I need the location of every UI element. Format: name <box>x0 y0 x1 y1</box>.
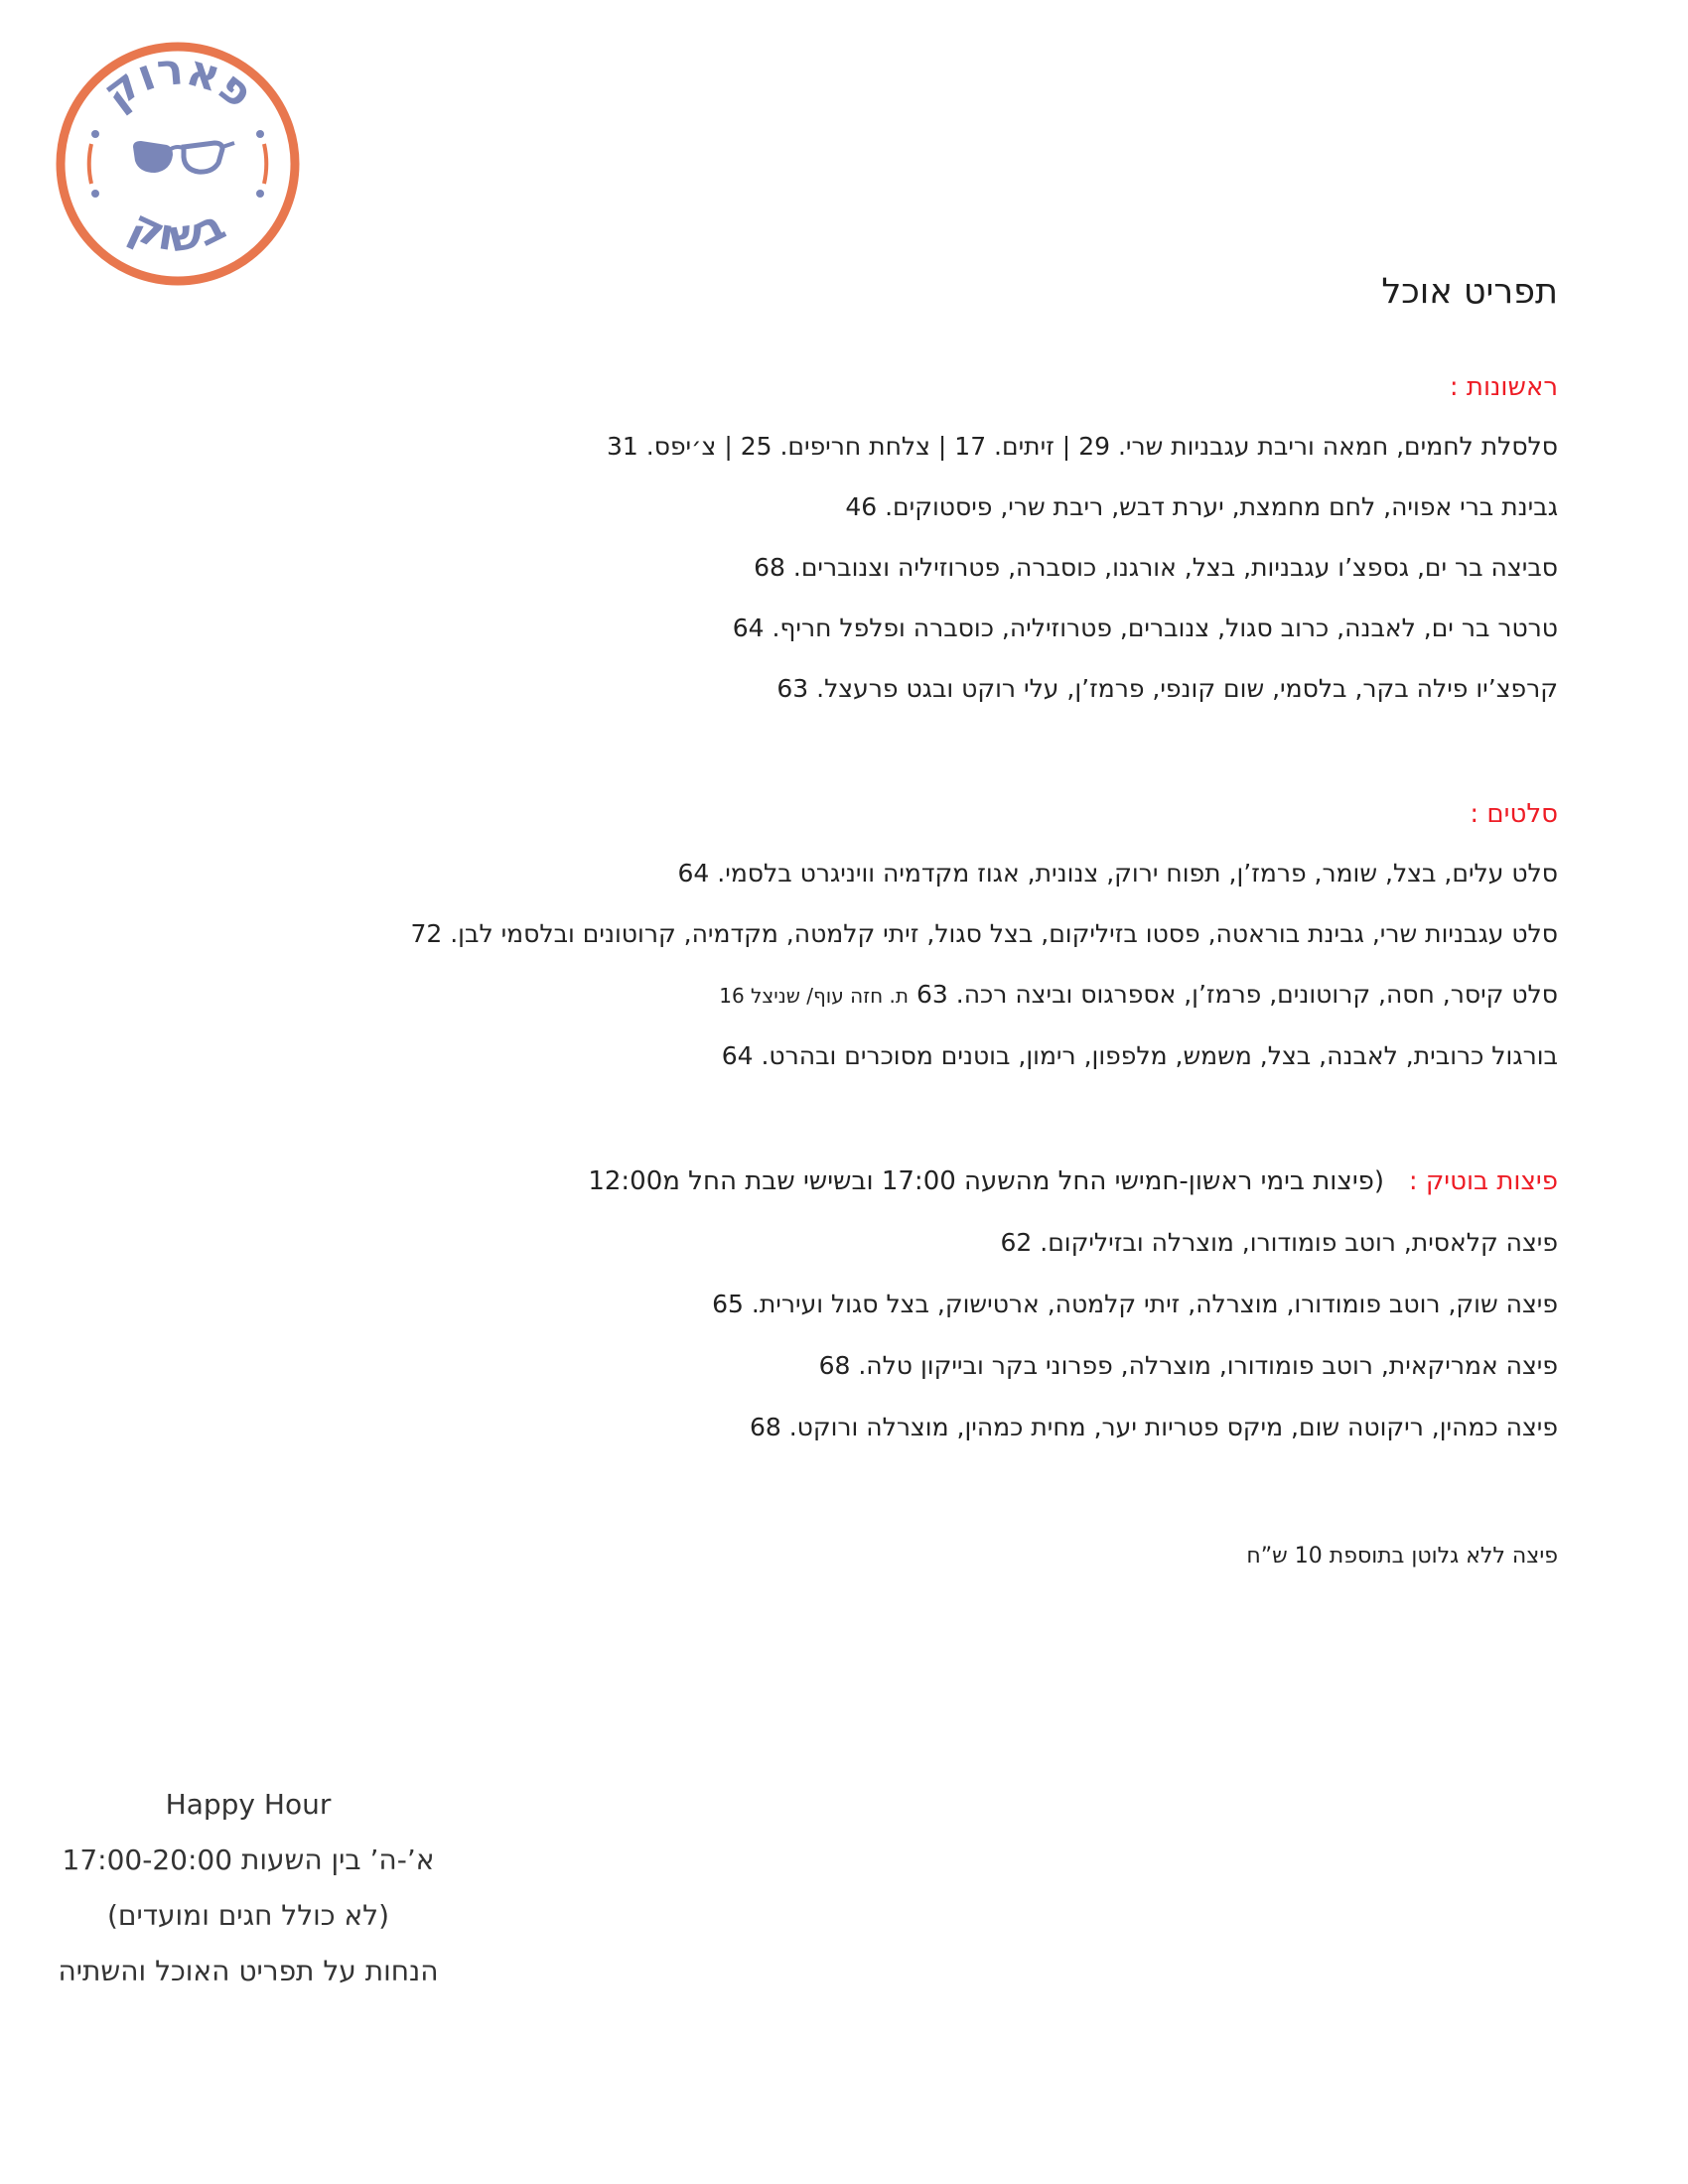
menu-item: קרפצ’יו פילה בקר, בלסמי, שום קונפי, פרמז’ן, עלי רוקט ובגט פרעצל. 63 <box>776 674 1558 703</box>
happy-hour-hours: א’-ה’ בין השעות 17:00-20:00 <box>62 1843 435 1876</box>
menu-item: בורגול כרובית, לאבנה, בצל, משמש, מלפפון, רימון, בוטנים מסוכרים ובהרט. 64 <box>721 1041 1558 1070</box>
menu-item: סביצה בר ים, גספצ’ו עגבניות, בצל, אורגנו, כוסברה, פטרוזיליה וצנוברים. 68 <box>754 553 1558 582</box>
pizza-heading-label: פיצות בוטיק : <box>1408 1166 1558 1196</box>
menu-item: פיצה קלאסית, רוטב פומודורו, מוצרלה ובזיליקום. 62 <box>1000 1228 1558 1257</box>
happy-hour-title: Happy Hour <box>165 1788 332 1821</box>
logo-bottom-text: בשוק <box>122 199 233 263</box>
logo-dot <box>91 190 99 198</box>
menu-item: סלסלת לחמים, חמאה וריבת עגבניות שרי. 29 | זיתים. 17 | צלחת חריפים. 25 | צ׳יפס. 31 <box>607 432 1558 461</box>
menu-item: גבינת ברי אפויה, לחם מחמצת, יערת דבש, ריבת שרי, פיסטוקים. 46 <box>845 492 1558 521</box>
section-heading-pizzas <box>366 1163 1558 1199</box>
farouk-logo <box>54 40 302 288</box>
logo-dot <box>256 190 264 198</box>
caesar-extra: ת. חזה עוף/ שניצל 16 <box>719 984 910 1008</box>
section-heading-salads: סלטים : <box>1470 799 1558 829</box>
logo-dot <box>91 130 99 138</box>
happy-hour-exclusions: (לא כולל חגים ומועדים) <box>106 1899 390 1932</box>
logo-inner-arc-right <box>264 144 266 184</box>
sunglasses-icon <box>133 141 234 173</box>
logo-dot <box>256 130 264 138</box>
menu-item-caesar <box>366 977 1558 1014</box>
happy-hour-box <box>50 1787 447 1989</box>
pizza-hours-note: (פיצות בימי ראשון-חמישי החל מהשעה 17:00 ובשישי שבת החל מ12:00 <box>588 1166 1385 1196</box>
logo-top-text: פארוק <box>93 44 263 119</box>
menu-title: תפריט אוכל <box>1381 272 1558 312</box>
food-menu <box>366 268 1558 1572</box>
menu-item: פיצה שוק, רוטב פומודורו, מוצרלה, זיתי קלמטה, ארטישוק, בצל סגול ועירית. 65 <box>712 1290 1558 1318</box>
menu-item: סלט עלים, בצל, שומר, פרמז’ן, תפוח ירוק, צנונית, אגוז מקדמיה וויניגרט בלסמי. 64 <box>677 859 1558 887</box>
menu-item: טרטר בר ים, לאבנה, כרוב סגול, צנוברים, פטרוזיליה, כוסברה ופלפל חריף. 64 <box>732 614 1558 642</box>
section-heading-starters: ראשונות : <box>1449 372 1558 402</box>
gluten-free-note: פיצה ללא גלוטן בתוספת 10 ש”ח <box>1246 1544 1558 1569</box>
logo-inner-arc-left <box>89 144 91 184</box>
menu-item: סלט עגבניות שרי, גבינת בוראטה, פסטו בזיליקום, בצל סגול, זיתי קלמטה, מקדמיה, קרוטונים ובלסמי לבן. 72 <box>410 919 1558 948</box>
happy-hour-discount: הנחות על תפריט האוכל והשתיה <box>58 1955 439 1987</box>
menu-item: פיצה כמהין, ריקוטה שום, מיקס פטריות יער, מחית כמהין, מוצרלה ורוקט. 68 <box>749 1413 1558 1441</box>
menu-item: פיצה אמריקאית, רוטב פומודורו, מוצרלה, פפרוני בקר ובייקון טלה. 68 <box>818 1351 1558 1380</box>
caesar-main: סלט קיסר, חסה, קרוטונים, פרמז’ן, אספרגוס וביצה רכה. 63 <box>916 980 1558 1009</box>
